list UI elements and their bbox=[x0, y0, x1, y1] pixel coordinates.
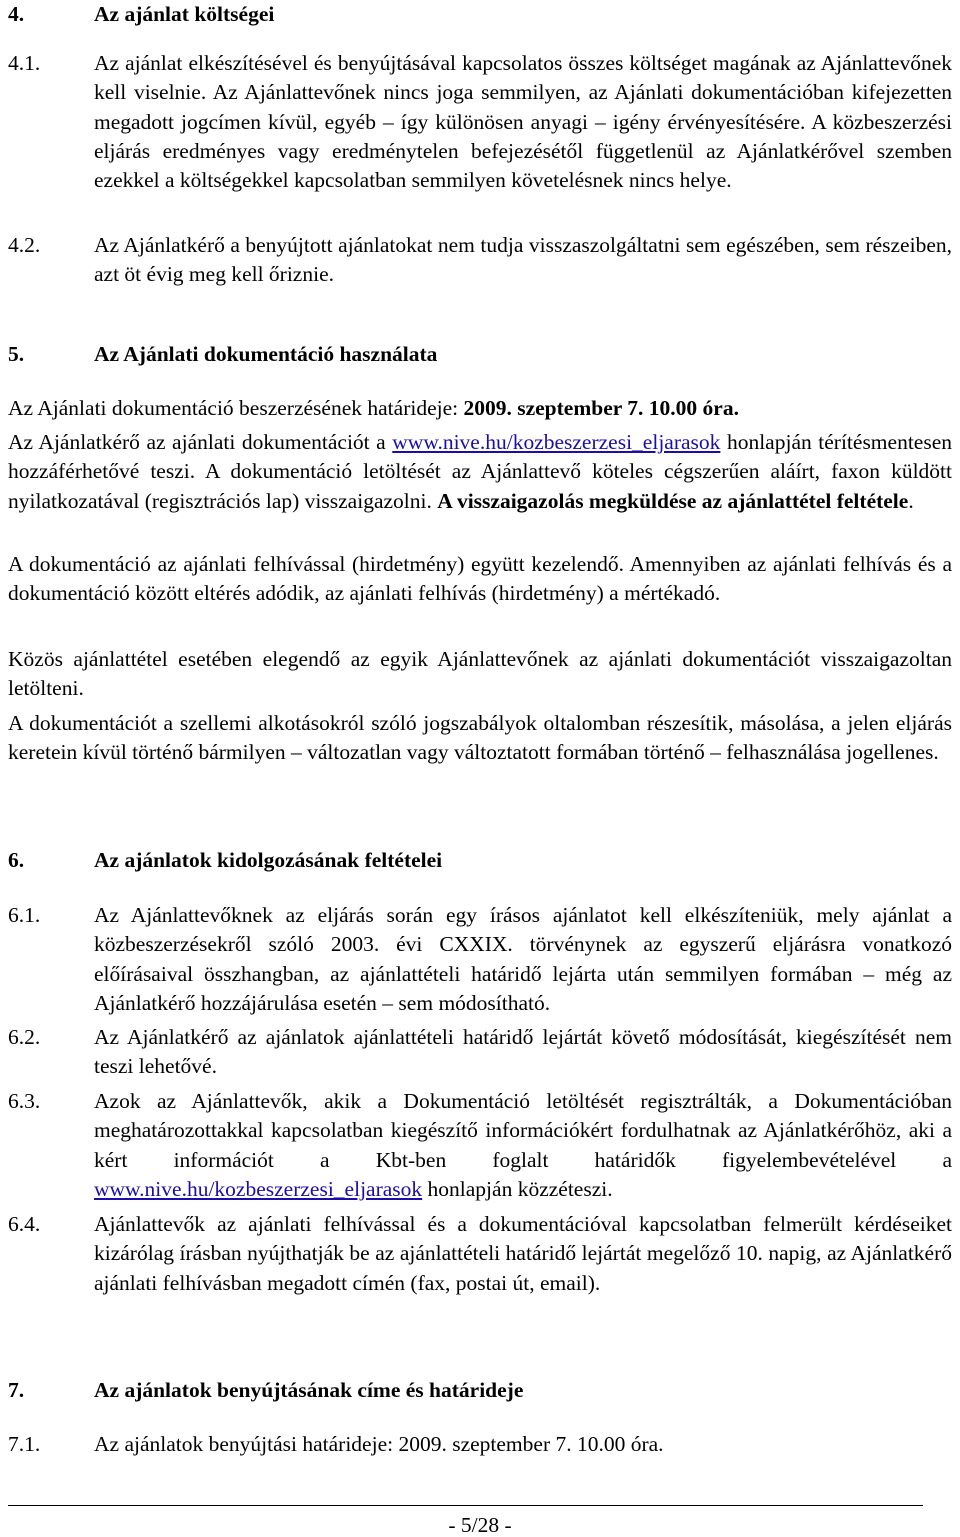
section-7-heading bbox=[8, 1376, 952, 1405]
item-6-3 bbox=[8, 1087, 952, 1204]
item-text: Az ajánlat elkészítésével és benyújtásával kapcsolatos összes költséget magának az Ajánlattevőnek kell viselnie. Az Ajánlattevőnek nincs joga semmilyen, az Ajánlati dokumentációban kifejezetten megadott jogcímen kívül, egyéb – így különösen anyagi – igény érvényesítésére. A közbeszerzési eljárás eredményes vagy eredménytelen befejezésétől függetlenül az Ajánlatkérővel szemben ezekkel a költségekkel kapcsolatban semmilyen követelésnek nincs helye. bbox=[94, 51, 952, 193]
item-number: 6.2. bbox=[8, 1025, 41, 1049]
item-text: Az Ajánlatkérő a benyújtott ajánlatokat nem tudja visszaszolgáltatni sem egészében, sem részeiben, azt öt évig meg kell őriznie. bbox=[94, 233, 952, 287]
item-6-2 bbox=[8, 1023, 952, 1082]
section-number: 4. bbox=[8, 2, 25, 26]
paragraph-text: Az Ajánlatkérő az ajánlati dokumentációt a bbox=[8, 430, 393, 454]
section-4-heading bbox=[8, 0, 952, 29]
nive-link[interactable]: www.nive.hu/kozbeszerzesi_eljarasok bbox=[392, 430, 721, 454]
section-number: 7. bbox=[8, 1378, 25, 1402]
section-title: Az ajánlatok kidolgozásának feltételei bbox=[94, 848, 443, 872]
item-number: 6.1. bbox=[8, 903, 41, 927]
deadline-label: Az Ajánlati dokumentáció beszerzésének határideje: bbox=[8, 396, 464, 420]
section-number: 6. bbox=[8, 848, 25, 872]
doc-handling-paragraph: A dokumentáció az ajánlati felhívással (hirdetmény) együtt kezelendő. Amennyiben az ajánlati felhívás és a dokumentáció között eltérés adódik, az ajánlati felhívás (hirdetmény) a mértékadó. bbox=[8, 552, 952, 606]
item-number: 4.1. bbox=[8, 51, 41, 75]
section-6-heading bbox=[8, 846, 952, 875]
page-number: - 5/28 - bbox=[448, 1513, 512, 1537]
section-title: Az Ajánlati dokumentáció használata bbox=[94, 342, 438, 366]
section-title: Az ajánlatok benyújtásának címe és határideje bbox=[94, 1378, 524, 1402]
nive-link[interactable]: www.nive.hu/kozbeszerzesi_eljarasok bbox=[94, 1176, 423, 1201]
item-number: 4.2. bbox=[8, 233, 41, 257]
item-6-4 bbox=[8, 1210, 952, 1298]
doc-access-paragraph bbox=[8, 428, 952, 516]
paragraph-text: honlapján térítésmentesen hozzáférhetővé teszi. A dokumentáció letöltését az Ajánlattevő köteles cégszerűen aláírt, faxon küldött nyilatkozatával (regisztrációs lap) visszaigazolni. bbox=[8, 430, 952, 513]
item-number: 7.1. bbox=[8, 1432, 41, 1456]
item-number: 6.3. bbox=[8, 1089, 41, 1113]
doc-deadline-paragraph bbox=[8, 394, 952, 423]
section-title: Az ajánlat költségei bbox=[94, 2, 275, 26]
item-text: Ajánlattevők az ajánlati felhívással és a dokumentációval kapcsolatban felmerült kérdéseiket kizárólag írásban nyújthatják be az ajánlattételi határidő lejártát megelőző 10. napig, az Ajánlatkérő ajánlati felhívásban megadott címén (fax, postai út, email). bbox=[94, 1212, 952, 1295]
item-number: 6.4. bbox=[8, 1212, 41, 1236]
item-text-part: Azok az Ajánlattevők, akik a Dokumentáció letöltését regisztrálták, a Dokumentációban meghatározottakkal kapcsolatban kiegészítő információkért fordulhatnak az Ajánlatkérőhöz, aki a kért információt a Kbt-ben foglalt határidők figyelembevételével a bbox=[94, 1089, 952, 1172]
item-text: Az Ajánlatkérő az ajánlatok ajánlattételi határidő lejártát követő módosítását, kiegészítését nem teszi lehetővé. bbox=[94, 1025, 952, 1079]
item-4-2 bbox=[8, 231, 952, 290]
section-number: 5. bbox=[8, 342, 25, 366]
item-7-1 bbox=[8, 1430, 952, 1459]
footer-divider bbox=[8, 1505, 923, 1506]
item-6-1 bbox=[8, 901, 952, 1018]
section-5-heading bbox=[8, 340, 952, 369]
bold-condition: A visszaigazolás megküldése az ajánlattétel feltétele bbox=[437, 488, 909, 513]
joint-bid-paragraph: Közös ajánlattétel esetében elegendő az egyik Ajánlattevőnek az ajánlati dokumentációt visszaigazoltan letölteni. bbox=[8, 647, 952, 701]
item-text-part: honlapján közzéteszi. bbox=[422, 1176, 613, 1201]
item-text bbox=[94, 1087, 952, 1204]
item-text: Az ajánlatok benyújtási határideje: 2009. szeptember 7. 10.00 óra. bbox=[94, 1432, 664, 1456]
paragraph-text: . bbox=[908, 488, 914, 513]
item-4-1 bbox=[8, 49, 952, 195]
copyright-paragraph: A dokumentációt a szellemi alkotásokról szóló jogszabályok oltalomban részesítik, másolása, a jelen eljárás keretein kívül történő bármilyen – változatlan vagy változtatott formában történő – felhasználása jogellenes. bbox=[8, 711, 952, 765]
deadline-value: 2009. szeptember 7. 10.00 óra. bbox=[463, 396, 739, 420]
item-text: Az Ajánlattevőknek az eljárás során egy írásos ajánlatot kell elkészíteniük, mely ajánlat a közbeszerzésekről szóló 2003. évi CXXIX. törvénynek az egyszerű eljárásra vonatkozó előírásaival összhangban, az ajánlattételi határidő lejárta után semmilyen formában – még az Ajánlatkérő hozzájárulása esetén – sem módosítható. bbox=[94, 903, 952, 1015]
